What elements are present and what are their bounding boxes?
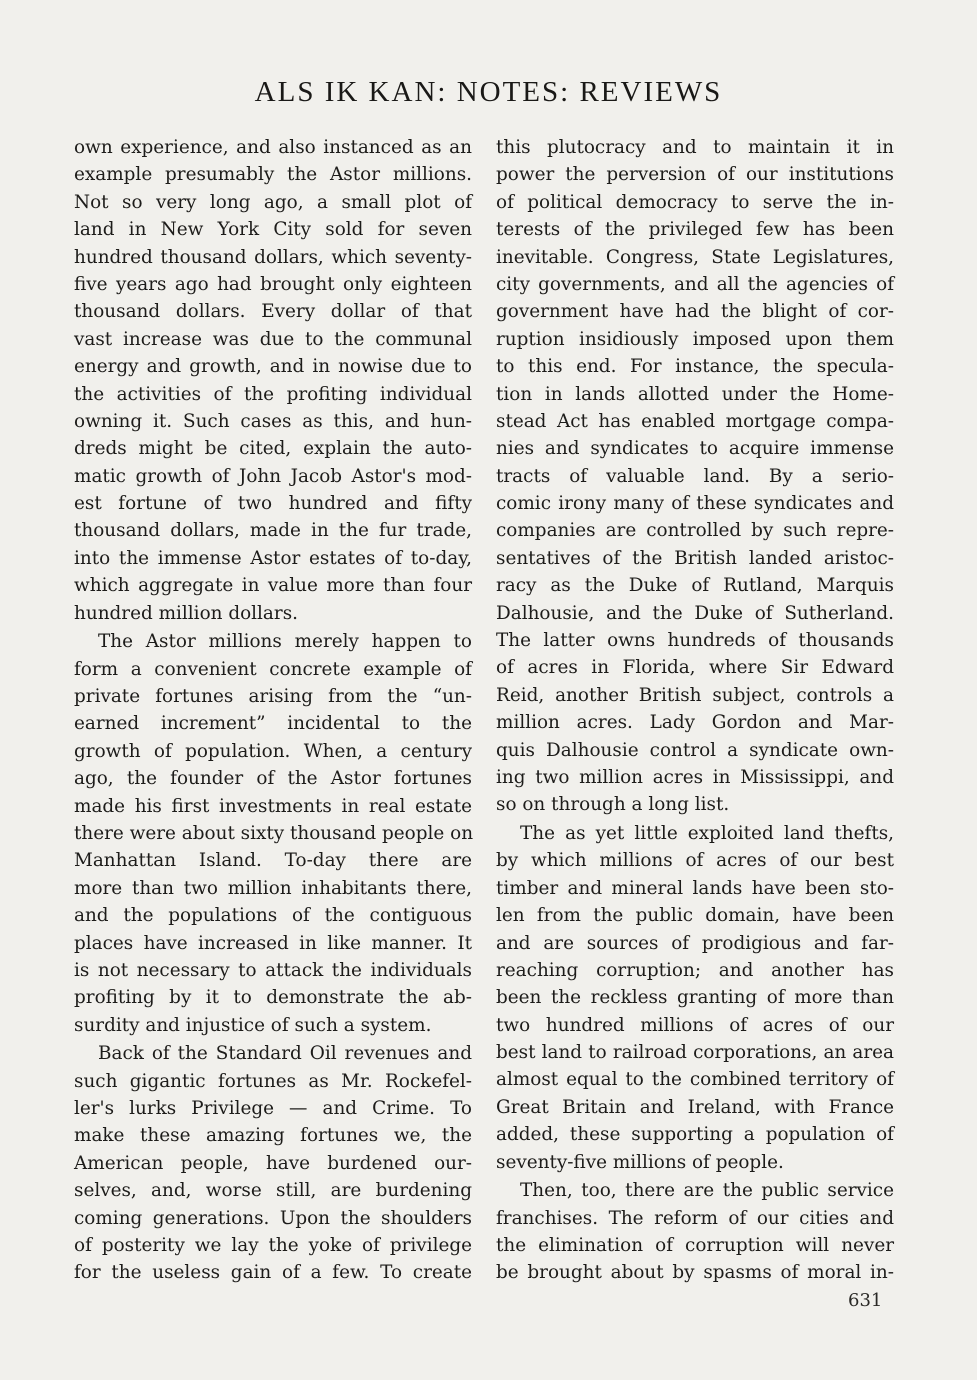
text-line: land in New York City sold for seven xyxy=(74,219,472,241)
text-line: power the perversion of our institutions xyxy=(496,164,894,186)
text-line: for the useless gain of a few. To create xyxy=(74,1262,472,1284)
text-line: Not so very long ago, a small plot of xyxy=(74,191,472,213)
text-line: franchises. The reform of our cities and xyxy=(496,1207,894,1229)
text-line: Great Britain and Ireland, with France xyxy=(496,1096,894,1118)
text-line: be brought about by spasms of moral in- xyxy=(496,1262,894,1284)
text-line: The Astor millions merely happen to xyxy=(98,631,472,653)
text-line: form a convenient concrete example of xyxy=(74,658,472,680)
text-line: which aggregate in value more than four xyxy=(74,575,472,597)
text-line: reaching corruption; and another has xyxy=(496,959,894,981)
text-line: been the reckless granting of more than xyxy=(496,987,894,1009)
text-line: hundred thousand dollars, which seventy- xyxy=(74,246,472,268)
text-line: ing two million acres in Mississippi, and xyxy=(496,766,894,788)
text-line: companies are controlled by such repre- xyxy=(496,520,894,542)
text-line: Back of the Standard Oil revenues and xyxy=(98,1043,472,1065)
text-line: stead Act has enabled mortgage compa- xyxy=(496,410,894,432)
text-line: coming generations. Upon the shoulders xyxy=(74,1207,472,1229)
text-line: made his first investments in real estate xyxy=(74,795,472,817)
text-line: ruption insidiously imposed upon them xyxy=(496,328,894,350)
text-line: to this end. For instance, the specula- xyxy=(496,356,894,378)
text-line: tracts of valuable land. By a serio- xyxy=(496,465,894,487)
text-line: tion in lands allotted under the Home- xyxy=(496,383,894,405)
text-line: racy as the Duke of Rutland, Marquis xyxy=(496,575,894,597)
text-line: million acres. Lady Gordon and Mar- xyxy=(496,712,894,734)
text-line: inevitable. Congress, State Legislatures, xyxy=(496,246,894,268)
text-line: more than two million inhabitants there, xyxy=(74,877,472,899)
text-line: into the immense Astor estates of to-day, xyxy=(74,547,472,569)
text-line: earned increment” incidental to the xyxy=(74,713,472,735)
text-line: vast increase was due to the communal xyxy=(74,328,472,350)
text-line: energy and growth, and in nowise due to xyxy=(74,356,472,378)
text-line: nies and syndicates to acquire immense xyxy=(496,438,894,460)
text-line: places have increased in like manner. It xyxy=(74,932,472,954)
text-line: private fortunes arising from the “un- xyxy=(74,686,472,707)
text-line: government have had the blight of cor- xyxy=(496,301,894,323)
text-line: matic growth of John Jacob Astor's mod- xyxy=(74,465,472,487)
text-line: growth of population. When, a century xyxy=(74,740,472,762)
text-line: this plutocracy and to maintain it in xyxy=(496,137,894,158)
text-line: dreds might be cited, explain the auto- xyxy=(74,438,472,460)
text-line: ago, the founder of the Astor fortunes xyxy=(74,768,472,790)
text-line: and the populations of the contiguous xyxy=(74,905,472,927)
text-line: example presumably the Astor millions. xyxy=(74,164,472,186)
text-line: thousand dollars, made in the fur trade, xyxy=(74,520,472,542)
text-line: The latter owns hundreds of thousands xyxy=(496,630,894,652)
text-line: make these amazing fortunes we, the xyxy=(74,1125,472,1147)
text-line: est fortune of two hundred and fifty xyxy=(74,493,472,515)
text-line: two hundred millions of acres of our xyxy=(496,1014,894,1036)
text-line: owning it. Such cases as this, and hun- xyxy=(74,410,472,432)
text-line: of acres in Florida, where Sir Edward xyxy=(496,657,894,679)
text-line: terests of the privileged few has been xyxy=(496,219,894,241)
text-line: sentatives of the British landed aristoc- xyxy=(496,547,894,569)
text-line: five years ago had brought only eighteen xyxy=(74,273,472,295)
text-line: added, these supporting a population of xyxy=(496,1124,894,1146)
text-line: The as yet little exploited land thefts, xyxy=(520,822,894,844)
text-line: surdity and injustice of such a system. xyxy=(74,1014,432,1036)
text-line: so on through a long list. xyxy=(496,794,730,816)
text-line: the elimination of corruption will never xyxy=(496,1235,894,1256)
text-line: hundred million dollars. xyxy=(74,602,298,624)
text-line: len from the public domain, have been xyxy=(496,905,894,927)
text-line: Reid, another British subject, controls a xyxy=(496,684,894,706)
text-line: ler's lurks Privilege — and Crime. To xyxy=(74,1098,472,1120)
running-head: ALS IK KAN: NOTES: REVIEWS xyxy=(254,76,723,108)
text-line: comic irony many of these syndicates and xyxy=(496,493,894,515)
text-line: and are sources of prodigious and far- xyxy=(496,932,894,954)
text-line: almost equal to the combined territory of xyxy=(496,1069,894,1091)
text-line: the activities of the profiting individual xyxy=(74,383,472,405)
text-line: thousand dollars. Every dollar of that xyxy=(74,301,472,323)
text-line: Dalhousie, and the Duke of Sutherland. xyxy=(496,602,894,624)
text-line: own experience, and also instanced as an xyxy=(74,137,472,158)
text-line: Then, too, there are the public service xyxy=(520,1180,894,1202)
text-line: quis Dalhousie control a syndicate own- xyxy=(496,739,894,761)
text-line: such gigantic fortunes as Mr. Rockefel- xyxy=(74,1070,472,1092)
text-line: American people, have burdened our- xyxy=(74,1152,472,1174)
right-column xyxy=(496,134,894,1287)
text-line: seventy-five millions of people. xyxy=(496,1151,784,1173)
text-line: timber and mineral lands have been sto- xyxy=(496,877,894,899)
text-line: is not necessary to attack the individuals xyxy=(74,959,472,981)
text-line: best land to railroad corporations, an area xyxy=(496,1042,894,1064)
text-line: of posterity we lay the yoke of privilege xyxy=(74,1235,472,1256)
text-line: there were about sixty thousand people on xyxy=(74,822,474,844)
text-line: by which millions of acres of our best xyxy=(496,850,894,872)
text-line: Manhattan Island. To-day there are xyxy=(74,850,472,872)
text-line: selves, and, worse still, are burdening xyxy=(74,1180,472,1202)
text-line: of political democracy to serve the in- xyxy=(496,191,894,213)
page-number: 631 xyxy=(848,1290,883,1311)
left-column xyxy=(74,134,472,1287)
text-line: city governments, and all the agencies of xyxy=(496,273,894,295)
text-line: profiting by it to demonstrate the ab- xyxy=(74,987,472,1009)
